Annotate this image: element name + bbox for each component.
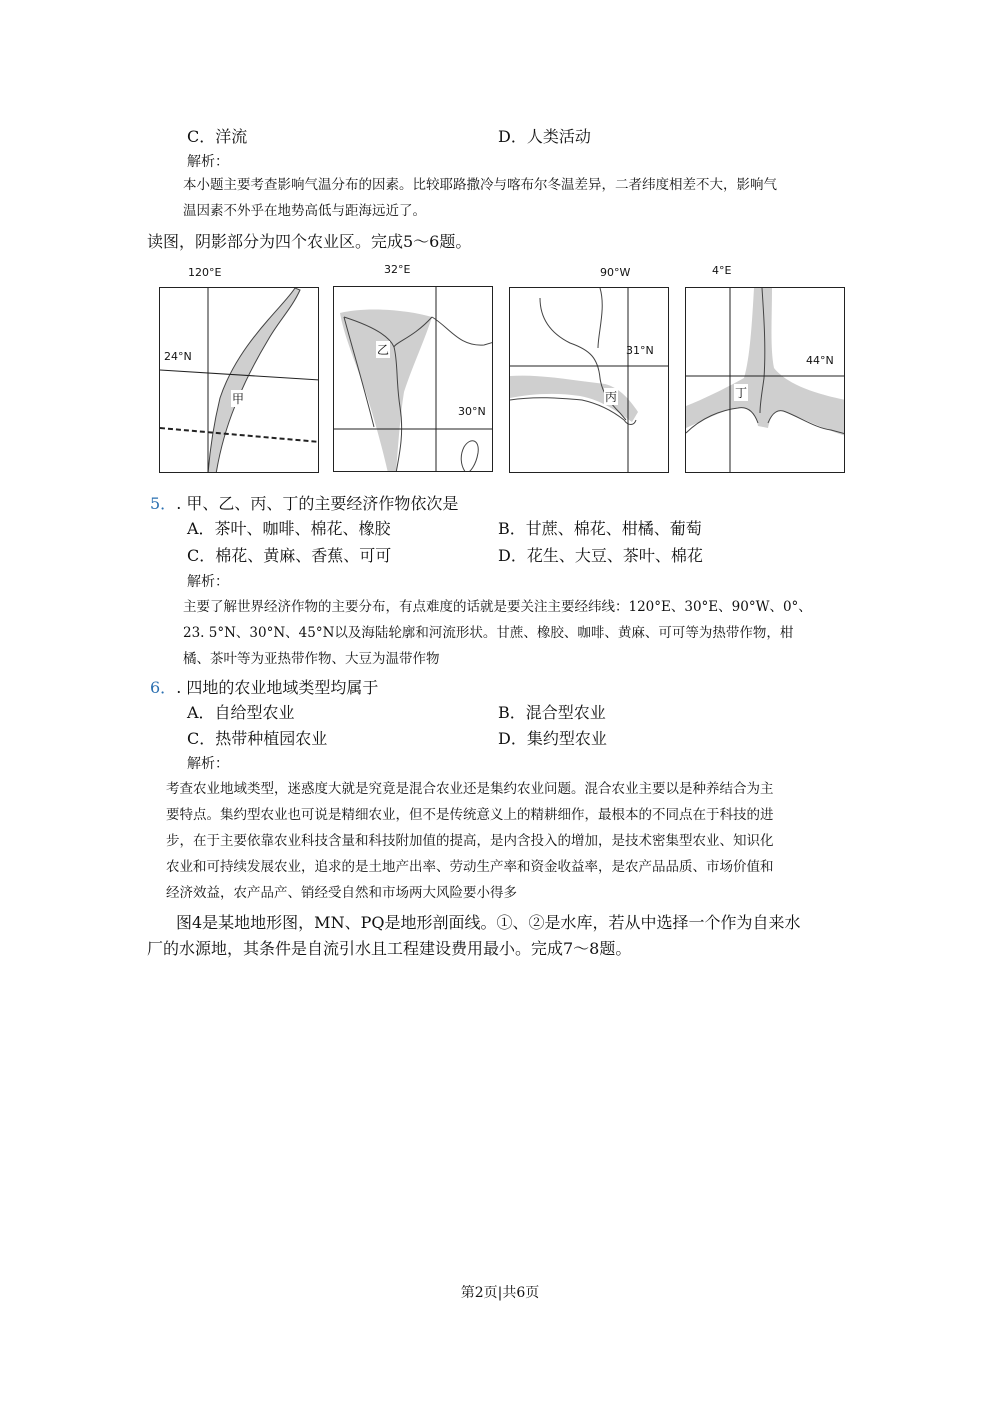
intro-questions-5-6: 读图，阴影部分为四个农业区。完成5～6题。 [147,232,472,251]
map1-latitude-label: 24°N [164,350,192,363]
q6-option-a: A．自给型农业 [187,703,295,722]
q6-analysis-line: 经济效益，农产品产、销经受自然和市场两大风险要小得多 [166,885,517,901]
map-2 [333,286,493,472]
q5-text: . 甲、乙、丙、丁的主要经济作物依次是 [176,494,459,513]
map-4 [685,287,845,473]
q6-option-d: D．集约型农业 [498,729,607,748]
intro-questions-7-8-line: 厂的水源地，其条件是自流引水且工程建设费用最小。完成7～8题。 [147,939,632,958]
q4-analysis-line: 本小题主要考查影响气温分布的因素。比较耶路撒冷与喀布尔冬温差异，二者纬度相差不大，影响气 [183,177,777,193]
map4-region-label: 丁 [735,386,748,400]
map1-longitude-label: 120°E [188,266,222,279]
map1-region-label: 甲 [232,392,245,406]
q5-analysis-line: 橘、茶叶等为亚热带作物、大豆为温带作物 [183,651,440,667]
q6-number: 6． [150,678,177,697]
map4-longitude-label: 4°E [712,264,732,277]
map2-longitude-label: 32°E [384,263,411,276]
map3-region-label: 丙 [605,390,618,404]
q5-analysis-label: 解析： [187,574,229,590]
map2-drawing [334,287,493,472]
map1-drawing [160,288,319,473]
q5-option-b: B．甘蔗、棉花、柑橘、葡萄 [498,519,702,538]
q4-option-c: C．洋流 [187,127,248,146]
map3-drawing [510,288,669,473]
map4-drawing [686,288,845,473]
map2-region-label: 乙 [377,343,390,357]
q6-analysis-line: 考查农业地域类型，迷惑度大就是究竟是混合农业还是集约农业问题。混合农业主要以是种养结合为主 [166,781,774,797]
q5-option-a: A．茶叶、咖啡、棉花、橡胶 [187,519,391,538]
map3-latitude-label: 31°N [626,344,654,357]
q5-analysis-line: 23. 5°N、30°N、45°N以及海陆轮廓和河流形状。甘蔗、橡胶、咖啡、黄麻、可可等为热带作物，柑 [183,625,794,641]
q5-stem [150,491,458,514]
map4-latitude-label: 44°N [806,354,834,367]
q5-number: 5． [150,494,177,513]
q4-analysis-label: 解析： [187,154,229,170]
q5-option-c: C．棉花、黄麻、香蕉、可可 [187,546,392,565]
map-3 [509,287,669,473]
map-1 [159,287,319,473]
q6-option-b: B．混合型农业 [498,703,606,722]
q6-text: . 四地的农业地域类型均属于 [176,678,379,697]
q5-analysis-line: 主要了解世界经济作物的主要分布，有点难度的话就是要关注主要经纬线：120°E、30°E、90°W、0°、 [183,599,812,615]
q6-stem [150,675,378,698]
map3-longitude-label: 90°W [600,266,631,279]
q6-option-c: C．热带种植园农业 [187,729,328,748]
q6-analysis-label: 解析： [187,756,229,772]
q6-analysis-line: 步，在于主要依靠农业科技含量和科技附加值的提高，是内含投入的增加，是技术密集型农业、知识化 [166,833,774,849]
q6-analysis-line: 农业和可持续发展农业，追求的是土地产出率、劳动生产率和资金收益率，是农产品品质、市场价值和 [166,859,774,875]
q6-analysis-line: 要特点。集约型农业也可说是精细农业，但不是传统意义上的精耕细作，最根本的不同点在于科技的进 [166,807,774,823]
q4-option-d: D．人类活动 [498,127,591,146]
q5-option-d: D．花生、大豆、茶叶、棉花 [498,546,703,565]
map2-latitude-label: 30°N [458,405,486,418]
page-footer: 第2页|共6页 [460,1285,540,1301]
q4-analysis-line: 温因素不外乎在地势高低与距海远近了。 [183,203,426,219]
intro-questions-7-8-line: 图4是某地地形图，MN、PQ是地形剖面线。①、②是水库，若从中选择一个作为自来水 [176,913,801,932]
